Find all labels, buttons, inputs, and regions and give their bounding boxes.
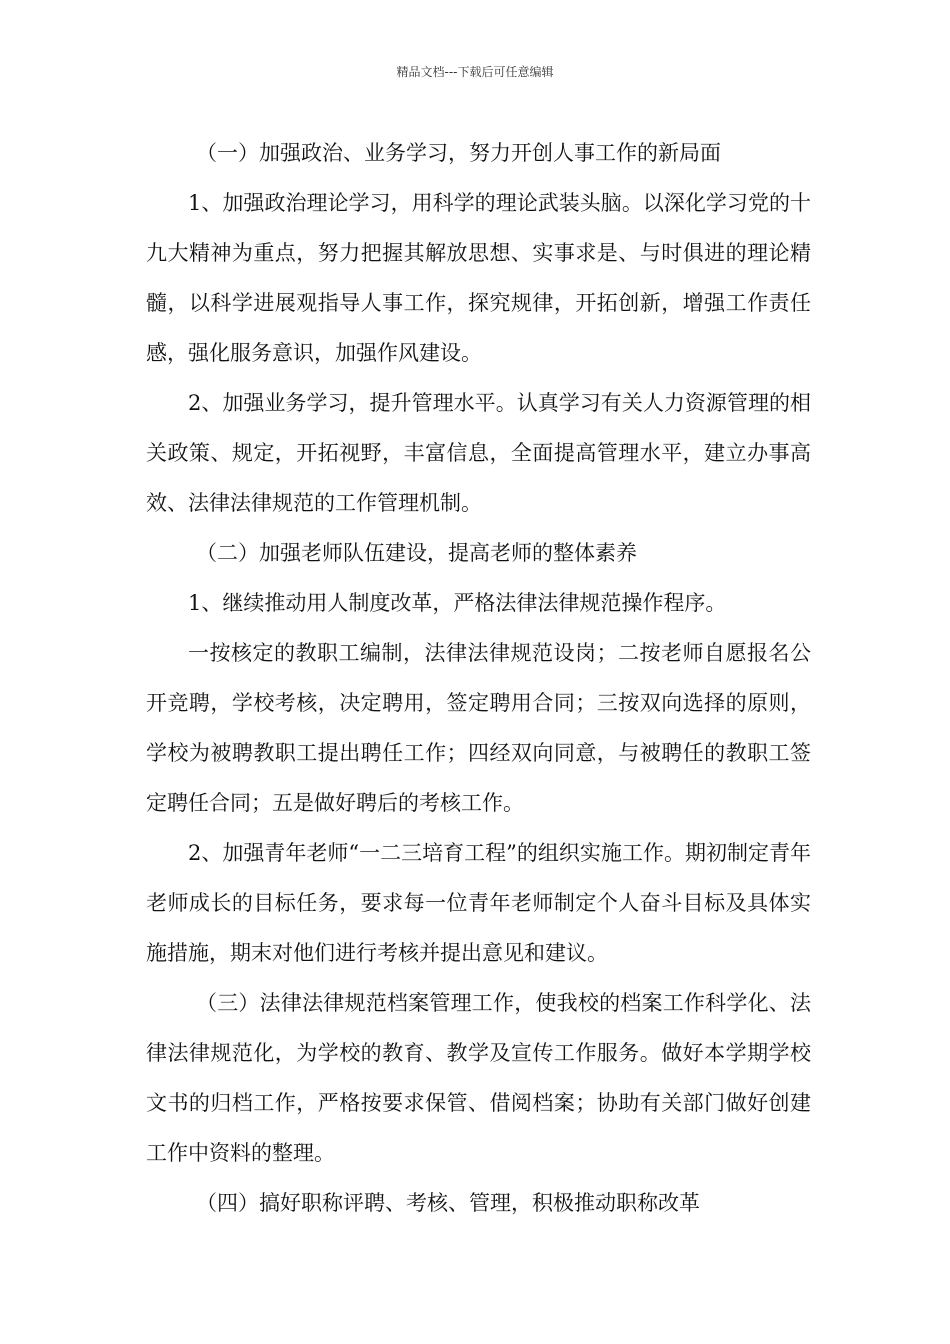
section-heading-1: （一）加强政治、业务学习，努力开创人事工作的新局面 [196, 141, 721, 165]
paragraph-1-1: 1、加强政治理论学习，用科学的理论武装头脑。以深化学习党的十九大精神为重点，努力把握其解放思想、实事求是、与时俱进的理论精髓，以科学进展观指导人事工作，探究规律，开拓创新，增强工作责任感，强化服务意识，加强作风建设。 [146, 191, 811, 365]
paragraph-2-1-detail: 一按核定的教职工编制，法律法律规范设岗；二按老师自愿报名公开竞聘，学校考核，决定聘用，签定聘用合同；三按双向选择的原则，学校为被聘教职工提出聘任工作；四经双向同意，与被聘任的教职工签定聘任合同；五是做好聘后的考核工作。 [146, 641, 811, 815]
paragraph-2-1: 1、继续推动用人制度改革，严格法律法律规范操作程序。 [188, 591, 727, 615]
paragraph-1-2: 2、加强业务学习，提升管理水平。认真学习有关人力资源管理的相关政策、规定，开拓视野，丰富信息，全面提高管理水平，建立办事高效、法律法律规范的工作管理机制。 [146, 391, 811, 515]
page-header: 精品文档---下载后可任意编辑 [396, 65, 554, 79]
paragraph-2-2: 2、加强青年老师“一二三培育工程”的组织实施工作。期初制定青年老师成长的目标任务，要求每一位青年老师制定个人奋斗目标及具体实施措施，期末对他们进行考核并提出意见和建议。 [146, 841, 811, 965]
section-heading-3: （三）法律法律规范档案管理工作，使我校的档案工作科学化、法律法律规范化，为学校的教育、教学及宣传工作服务。做好本学期学校文书的归档工作，严格按要求保管、借阅档案；协助有关部门做好创建工作中资料的整理。 [146, 991, 811, 1165]
section-heading-2: （二）加强老师队伍建设，提高老师的整体素养 [196, 541, 637, 565]
document-body [146, 128, 811, 1228]
section-heading-4: （四）搞好职称评聘、考核、管理，积极推动职称改革 [196, 1191, 700, 1215]
